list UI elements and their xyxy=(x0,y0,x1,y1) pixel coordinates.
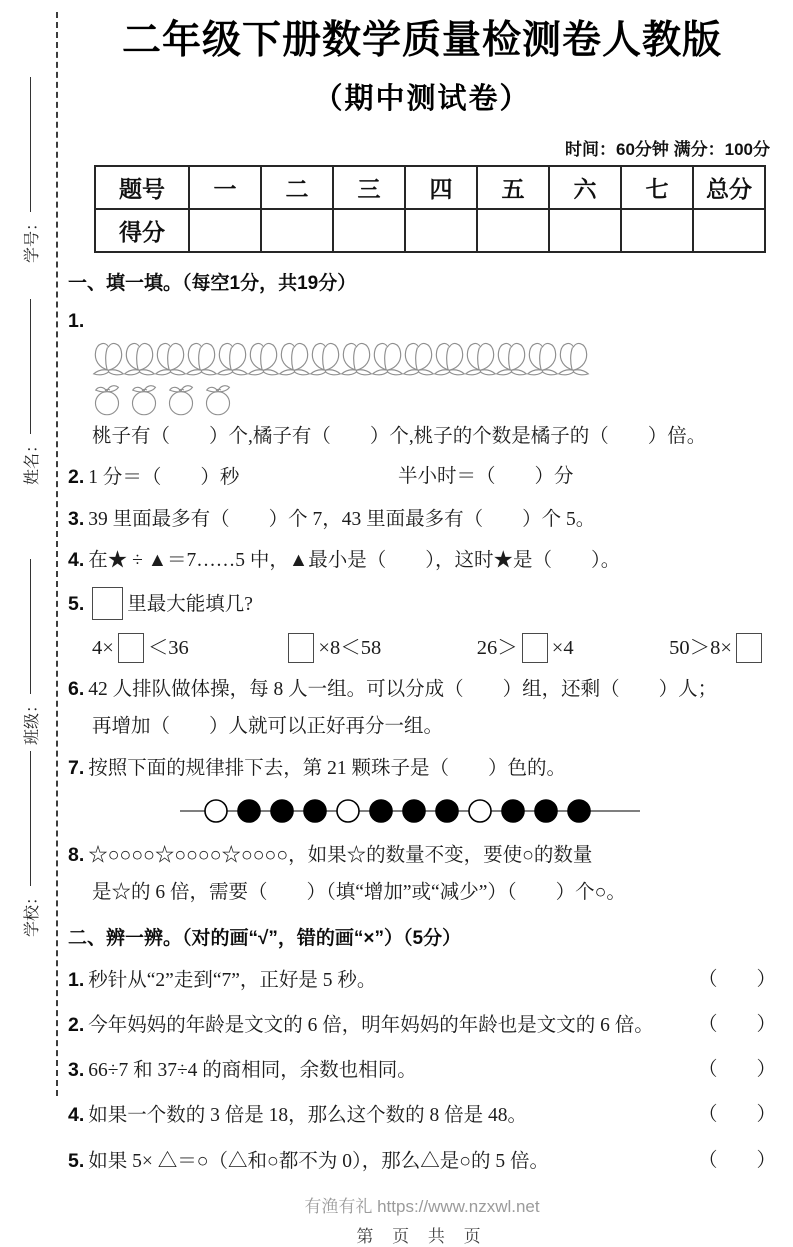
true-false-item xyxy=(68,1056,776,1085)
score-table-blank-cell xyxy=(333,209,405,252)
answer-box xyxy=(92,587,123,620)
question-1 xyxy=(68,307,776,336)
orange-row xyxy=(92,381,776,417)
true-false-item-number: 2. xyxy=(68,1013,85,1036)
question-6-line1: 42 人排队做体操，每 8 人一组。可以分成（ ）组，还剩（ ）人； xyxy=(88,679,718,701)
bead-dot xyxy=(271,800,293,822)
question-8-line1: ☆○○○○☆○○○○☆○○○○，如果☆的数量不变，要使○的数量 xyxy=(88,845,593,867)
bead-dot xyxy=(370,800,392,822)
peach-icon xyxy=(278,340,311,379)
peach-icon xyxy=(526,340,559,379)
true-false-item xyxy=(68,1147,776,1176)
true-false-item xyxy=(68,1011,776,1040)
watermark-link: 有渔有礼 https://www.nzxwl.net xyxy=(304,1196,540,1216)
orange-icon xyxy=(166,381,196,417)
question-1-number: 1. xyxy=(68,309,85,332)
time-and-score-info: 时间：60分钟 满分：100分 xyxy=(565,139,770,159)
bead-dot xyxy=(304,800,326,822)
true-false-item-text: 如果一个数的 3 倍是 18，那么这个数的 8 倍是 48。 xyxy=(88,1105,528,1127)
question-4-number: 4. xyxy=(68,548,85,571)
score-table-blank-cell xyxy=(261,209,333,252)
true-false-item xyxy=(68,966,776,995)
question-5-expressions xyxy=(92,630,766,663)
bead-dot xyxy=(337,800,359,822)
fill-box-expression: 26＞ ×4 xyxy=(477,630,574,663)
peach-icon xyxy=(216,340,249,379)
question-4-text: 在★ ÷ ▲＝7……5 中，▲最小是（ ），这时★是（ ）。 xyxy=(88,549,621,571)
beads-figure xyxy=(180,793,776,829)
true-false-answer-blank: （ ） xyxy=(697,1149,776,1171)
section-one-heading: 一、填一填。（每空1分，共19分） xyxy=(68,272,357,294)
peach-icon xyxy=(247,340,280,379)
student-number-label: 学号： xyxy=(23,214,41,263)
question-5-number: 5. xyxy=(68,593,85,616)
score-table-column-header: 七 xyxy=(621,166,693,209)
student-class-label: 班级： xyxy=(23,696,41,745)
student-name-blank-line xyxy=(30,299,31,434)
question-6-number: 6. xyxy=(68,678,85,701)
score-table-column-header: 总分 xyxy=(693,166,765,209)
answer-box xyxy=(522,633,548,663)
beads-svg xyxy=(180,793,640,829)
score-table-blank-cell xyxy=(693,209,765,252)
peach-icon xyxy=(154,340,187,379)
true-false-item-number: 4. xyxy=(68,1104,85,1127)
orange-icon xyxy=(92,381,122,417)
true-false-item-number: 1. xyxy=(68,968,85,991)
question-6-line2: 再增加（ ）人就可以正好再分一组。 xyxy=(92,716,444,738)
student-number-blank-line xyxy=(30,77,31,212)
question-7-text: 按照下面的规律排下去，第 21 颗珠子是（ ）色的。 xyxy=(88,757,567,779)
question-2-left-text: 1 分＝（ ）秒 xyxy=(88,467,240,489)
peach-row xyxy=(92,340,776,379)
seal-dashed-line xyxy=(56,12,58,1096)
true-false-answer-blank: （ ） xyxy=(697,1059,776,1081)
peach-icon xyxy=(92,340,125,379)
true-false-item-text: 66÷7 和 37÷4 的商相同，余数也相同。 xyxy=(88,1060,417,1082)
peach-icon xyxy=(464,340,497,379)
question-8 xyxy=(68,841,776,908)
score-table-blank-cell xyxy=(621,209,693,252)
question-6 xyxy=(68,675,776,742)
score-table-column-header: 三 xyxy=(333,166,405,209)
section-two-heading: 二、辨一辨。（对的画“√”，错的画“×”）（5分） xyxy=(68,927,462,949)
peach-icon xyxy=(557,340,590,379)
peach-icon xyxy=(185,340,218,379)
bead-dot xyxy=(238,800,260,822)
answer-box xyxy=(118,633,144,663)
page-number-info: 第 页 共 页 xyxy=(356,1226,488,1246)
student-number-field xyxy=(19,77,41,263)
bead-dot xyxy=(403,800,425,822)
question-3 xyxy=(68,505,776,534)
peach-icon xyxy=(309,340,342,379)
peach-icon xyxy=(402,340,435,379)
question-1-prompt: 桃子有（ ）个,橘子有（ ）个,桃子的个数是橘子的（ ）倍。 xyxy=(92,426,707,448)
question-3-number: 3. xyxy=(68,507,85,530)
score-table xyxy=(94,165,766,253)
student-school-label: 学校： xyxy=(23,888,41,937)
bead-dot xyxy=(205,800,227,822)
peach-icon xyxy=(123,340,156,379)
score-table-column-header: 二 xyxy=(261,166,333,209)
score-table-blank-cell xyxy=(405,209,477,252)
true-false-item xyxy=(68,1101,776,1130)
score-table-blank-cell xyxy=(189,209,261,252)
exam-paper xyxy=(68,14,776,1247)
true-false-item-text: 今年妈妈的年龄是文文的 6 倍，明年妈妈的年龄也是文文的 6 倍。 xyxy=(88,1014,654,1036)
question-5-text: 里最大能填几? xyxy=(127,594,253,616)
student-name-field xyxy=(19,299,41,485)
score-table-blank-cell xyxy=(477,209,549,252)
score-table-header-label: 题号 xyxy=(95,166,189,209)
paper-subtitle: （期中测试卷） xyxy=(313,82,531,115)
bead-dot xyxy=(502,800,524,822)
question-4 xyxy=(68,546,776,575)
true-false-item-number: 5. xyxy=(68,1149,85,1172)
score-table-column-header: 四 xyxy=(405,166,477,209)
score-table-blank-cell xyxy=(549,209,621,252)
peach-icon xyxy=(340,340,373,379)
answer-box xyxy=(736,633,762,663)
orange-icon xyxy=(203,381,233,417)
fill-box-expression: 4× ＜36 xyxy=(92,630,189,663)
question-2-number: 2. xyxy=(68,466,85,489)
student-school-field xyxy=(19,751,41,937)
question-5 xyxy=(68,587,776,620)
student-school-blank-line xyxy=(30,751,31,886)
score-table-score-row xyxy=(95,209,765,252)
true-false-list xyxy=(68,966,776,1176)
question-3-text: 39 里面最多有（ ）个 7，43 里面最多有（ ）个 5。 xyxy=(88,508,596,530)
score-table-score-label: 得分 xyxy=(95,209,189,252)
question-2-right-text: 半小时＝（ ）分 xyxy=(398,466,574,488)
true-false-item-number: 3. xyxy=(68,1059,85,1082)
peach-icon xyxy=(371,340,404,379)
peach-icon xyxy=(495,340,528,379)
true-false-answer-blank: （ ） xyxy=(697,1104,776,1126)
paper-title: 二年级下册数学质量检测卷人教版 xyxy=(121,19,722,62)
fill-box-expression: 50＞8× xyxy=(669,630,766,663)
peach-icon xyxy=(433,340,466,379)
question-8-number: 8. xyxy=(68,844,85,867)
student-class-blank-line xyxy=(30,559,31,694)
student-class-field xyxy=(19,559,41,745)
true-false-item-text: 如果 5× △＝○（△和○都不为 0），那么△是○的 5 倍。 xyxy=(88,1150,549,1172)
question-7-number: 7. xyxy=(68,756,85,779)
orange-icon xyxy=(129,381,159,417)
student-name-label: 姓名： xyxy=(23,436,41,485)
true-false-answer-blank: （ ） xyxy=(697,1013,776,1035)
true-false-item-text: 秒针从“2”走到“7”，正好是 5 秒。 xyxy=(88,969,377,991)
question-2 xyxy=(68,463,776,492)
fill-box-expression: ×8＜58 xyxy=(284,630,381,663)
answer-box xyxy=(288,633,314,663)
score-table-header-row xyxy=(95,166,765,209)
question-8-line2: 是☆的 6 倍，需要（ ）（填“增加”或“减少”）（ ）个○。 xyxy=(92,882,626,904)
score-table-column-header: 一 xyxy=(189,166,261,209)
bead-dot xyxy=(535,800,557,822)
question-7 xyxy=(68,754,776,783)
score-table-column-header: 六 xyxy=(549,166,621,209)
true-false-answer-blank: （ ） xyxy=(697,968,776,990)
score-table-column-header: 五 xyxy=(477,166,549,209)
bead-dot xyxy=(469,800,491,822)
bead-dot xyxy=(436,800,458,822)
bead-dot xyxy=(568,800,590,822)
